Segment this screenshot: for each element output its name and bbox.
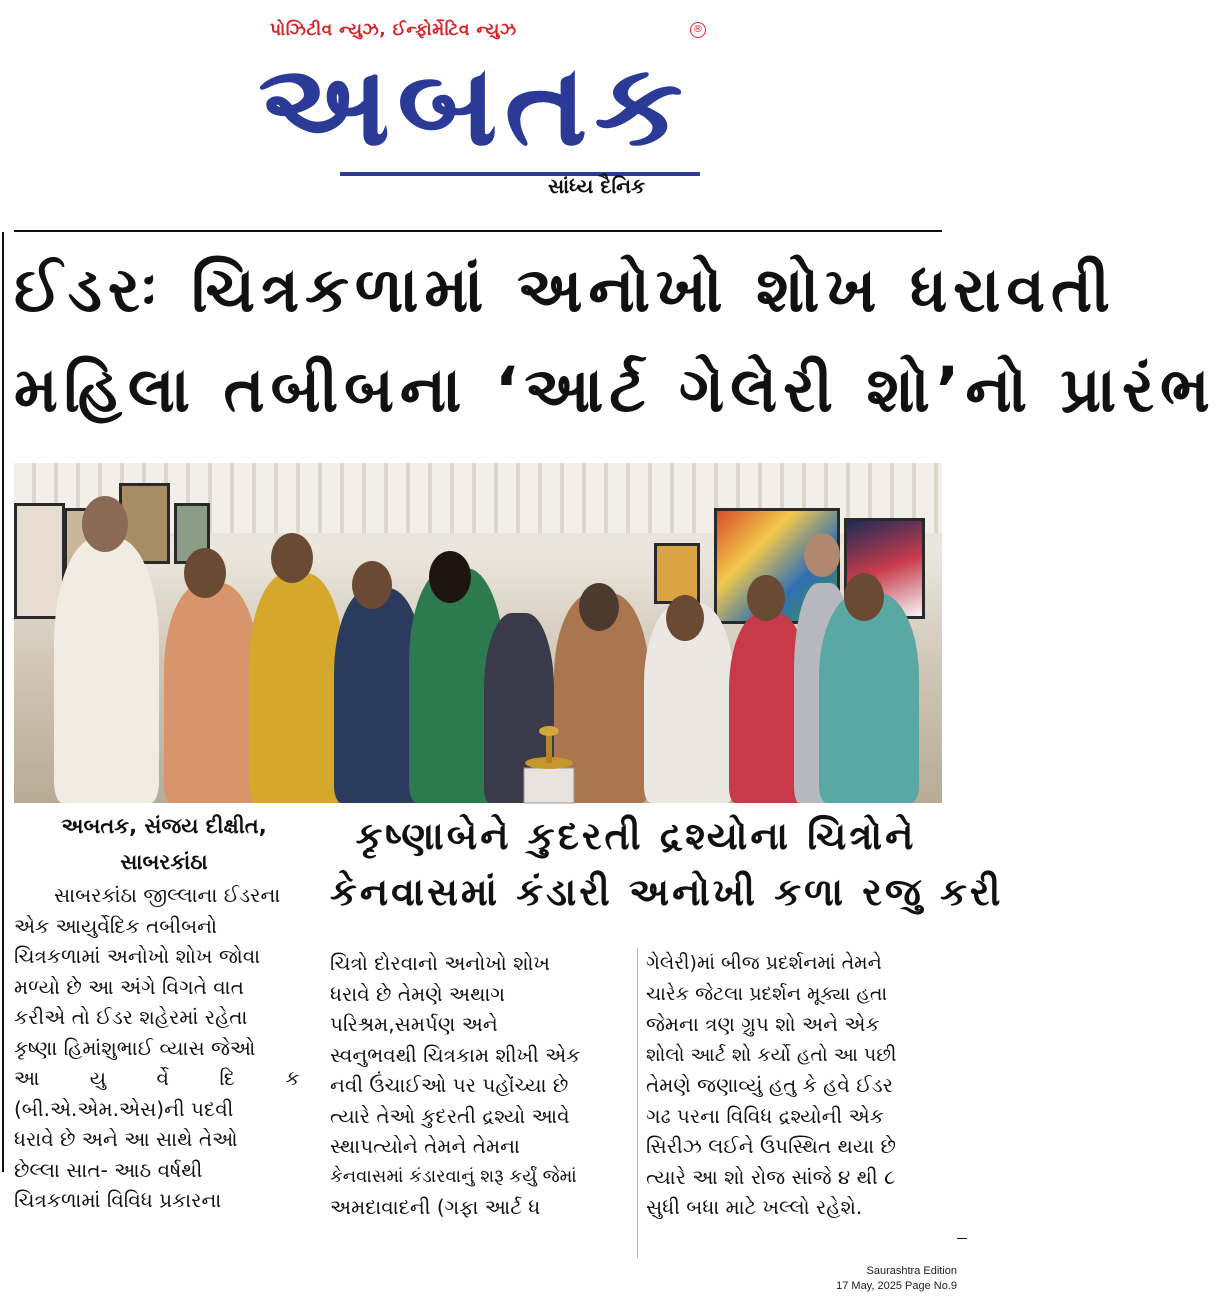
painting: [654, 543, 700, 604]
column-line: ચારેક જેટલા પ્રદર્શન મૂક્યા હતા: [646, 982, 888, 1005]
column-line: (બી.એ.એમ.એસ)ની પદવી: [14, 1096, 234, 1121]
person-head: [804, 533, 840, 577]
article-column-2: [330, 948, 628, 1223]
registered-mark: ®: [690, 22, 706, 38]
column-line: સિરીઝ લઈને ઉપસ્થિત થયા છે: [646, 1134, 896, 1158]
column-line: તેમણે જણાવ્યું હતુ કે હવે ઈડર: [646, 1073, 893, 1097]
article-photo: [14, 463, 942, 803]
column-line: પરિશ્રમ,સમર્પણ અને: [330, 1012, 498, 1036]
article-headline: [14, 240, 1216, 440]
page-footer: [836, 1264, 957, 1294]
column-line: છેલ્લા સાત- આઠ વર્ષથી: [14, 1157, 203, 1182]
headline-line: ઈડરઃ ચિત્રકળામાં અનોખો શોખ ધરાવતી: [14, 253, 1116, 326]
column-line: મળ્યો છે આ અંગે વિગતે વાત: [14, 974, 244, 999]
person: [249, 573, 344, 803]
column-line: કરીએ તો ઈડર શહેરમાં રહેતા: [14, 1005, 248, 1029]
margin-tick: [957, 1238, 967, 1239]
column-line: આ યુ ર્વે દિ ક: [14, 1066, 322, 1090]
person-head: [666, 595, 704, 641]
brand-underline: [340, 172, 700, 176]
column-line: કેનવાસમાં કંડારવાનું શરૂ કર્યું જેમાં: [330, 1165, 577, 1187]
brand-logo: અબતક: [258, 41, 690, 171]
column-line: ગઢ પરના વિવિધ દ્રશ્યોની એક: [646, 1103, 884, 1128]
column-line: ધરાવે છે અને આ સાથે તેઓ: [14, 1127, 238, 1151]
left-border: [2, 232, 4, 1172]
column-line: નવી ઉંચાઈઓ પર પહોંચ્યા છે: [330, 1073, 569, 1097]
column-line: કૃષ્ણા હિમાંશુભાઈ વ્યાસ જેઓ: [14, 1035, 256, 1060]
brass-lamp: [514, 713, 584, 803]
edition-type: સાંધ્ય દૈનિક: [548, 174, 646, 198]
person-head: [429, 551, 471, 603]
column-line: સુધી બધા માટે ખલ્લો રહેશે.: [646, 1195, 863, 1219]
headline-line: મહિલા તબીબના ‘આર્ટ ગેલેરી શો’નો પ્રારંભ: [14, 353, 1216, 426]
column-line: ધરાવે છે તેમણે અથાગ: [330, 981, 505, 1006]
person-head: [184, 548, 226, 598]
article-column-3: [646, 948, 942, 1223]
article-subheadline: [330, 808, 1004, 920]
column-line: સાબરકાંઠા જીલ્લાના ઈડરના: [54, 883, 281, 907]
masthead: [240, 14, 720, 204]
column-line: ચિત્રકળામાં અનોખો શોખ જોવા: [14, 944, 261, 968]
column-line: ગેલેરી)માં બીજ પ્રદર્શનમાં તેમને: [646, 952, 882, 974]
person: [164, 583, 259, 803]
column-line: સ્થાપત્યોને તેમને તેમના: [330, 1134, 520, 1158]
byline-line: સાબરકાંઠા: [120, 850, 208, 874]
column-line: ત્યારે આ શો રોજ સાંજે ૪ થી ૮: [646, 1164, 896, 1189]
column-line: સ્વનુભવથી ચિત્રકામ શીખી એક: [330, 1042, 581, 1067]
person: [54, 538, 159, 803]
person-head: [352, 561, 392, 609]
person-head: [82, 496, 128, 552]
column-line: શોલો આર્ટ શો કર્યો હતો આ પછી: [646, 1043, 897, 1066]
edition-label: Saurashtra Edition: [866, 1265, 957, 1277]
article-column-1: [14, 880, 322, 1216]
person-head: [844, 573, 884, 621]
column-line: જેમના ત્રણ ગ્રુપ શો અને એક: [646, 1012, 880, 1036]
person-head: [271, 533, 313, 583]
person: [819, 593, 919, 803]
masthead-tagline: પોઝિટીવ ન્યુઝ, ઈન્ફોર્મેટિવ ન્યુઝ: [270, 20, 517, 40]
column-line: ચિત્રકળામાં વિવિધ પ્રકારના: [14, 1188, 222, 1212]
byline: [14, 808, 314, 880]
byline-line: અબતક, સંજય દીક્ષીત,: [61, 814, 267, 838]
column-divider: [637, 948, 638, 1258]
column-line: અમદાવાદની (ગફા આર્ટ ધ: [330, 1195, 541, 1219]
date-page-label: 17 May, 2025 Page No.9: [836, 1280, 957, 1292]
column-line: ત્યારે તેઓ કુદરતી દ્રશ્યો આવે: [330, 1103, 570, 1128]
header-rule: [14, 230, 942, 232]
column-line: ચિત્રો દોરવાનો અનોખો શોખ: [330, 951, 550, 975]
person-head: [579, 583, 619, 631]
subheadline-line: કેનવાસમાં કંડારી અનોખી કળા રજુ કરી: [330, 870, 1004, 914]
subheadline-line: કૃષ્ણાબેને કુદરતી દ્રશ્યોના ચિત્રોને: [355, 814, 917, 858]
person-head: [747, 575, 785, 621]
column-line: એક આયુર્વેદિક તબીબનો: [14, 913, 218, 938]
